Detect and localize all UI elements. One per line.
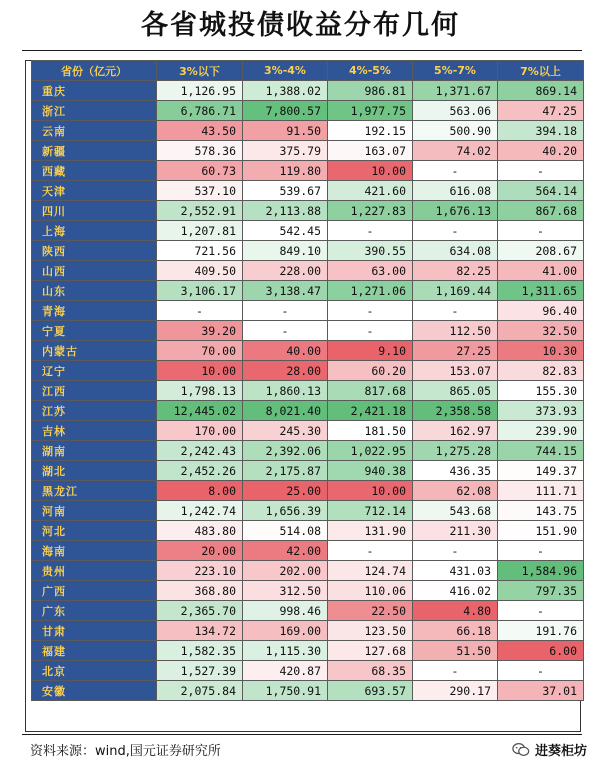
table-row (32, 361, 584, 381)
watermark-text: 进葵柜坊 (534, 744, 587, 759)
value-cell: - (243, 301, 328, 321)
value-cell: 368.80 (157, 581, 243, 601)
table-row (32, 681, 584, 701)
value-cell: 60.73 (157, 161, 243, 181)
value-cell: 10.00 (328, 161, 413, 181)
value-cell: 10.00 (328, 481, 413, 501)
value-cell: - (243, 321, 328, 341)
value-cell: 1,977.75 (328, 101, 413, 121)
value-cell: 1,582.35 (157, 641, 243, 661)
table-row (32, 641, 584, 661)
value-cell: 1,115.30 (243, 641, 328, 661)
value-cell: 542.45 (243, 221, 328, 241)
value-cell: 3,138.47 (243, 281, 328, 301)
province-label: 上海 (32, 221, 157, 241)
value-cell: 39.20 (157, 321, 243, 341)
value-cell: 208.67 (498, 241, 584, 261)
watermark (512, 740, 587, 759)
value-cell: 2,392.06 (243, 441, 328, 461)
value-cell: 131.90 (328, 521, 413, 541)
column-header: 省份（亿元） (32, 61, 157, 81)
value-cell: 22.50 (328, 601, 413, 621)
table-row (32, 521, 584, 541)
province-label: 江苏 (32, 401, 157, 421)
value-cell: - (413, 161, 498, 181)
value-cell: 149.37 (498, 461, 584, 481)
wechat-icon (512, 742, 530, 757)
value-cell: 82.83 (498, 361, 584, 381)
value-cell: 986.81 (328, 81, 413, 101)
value-cell: - (328, 301, 413, 321)
value-cell: 420.87 (243, 661, 328, 681)
value-cell: - (498, 541, 584, 561)
value-cell: 817.68 (328, 381, 413, 401)
value-cell: 4.80 (413, 601, 498, 621)
value-cell: 2,358.58 (413, 401, 498, 421)
title-rule (22, 50, 582, 51)
value-cell: 431.03 (413, 561, 498, 581)
column-header: 7%以上 (498, 61, 584, 81)
value-cell: 1,388.02 (243, 81, 328, 101)
value-cell: 375.79 (243, 141, 328, 161)
table-row (32, 321, 584, 341)
value-cell: 181.50 (328, 421, 413, 441)
value-cell: 869.14 (498, 81, 584, 101)
value-cell: 112.50 (413, 321, 498, 341)
value-cell: 849.10 (243, 241, 328, 261)
column-header: 3%-4% (243, 61, 328, 81)
value-cell: 2,075.84 (157, 681, 243, 701)
value-cell: 543.68 (413, 501, 498, 521)
value-cell: 712.14 (328, 501, 413, 521)
province-label: 西藏 (32, 161, 157, 181)
value-cell: 1,750.91 (243, 681, 328, 701)
column-header: 4%-5% (328, 61, 413, 81)
province-label: 天津 (32, 181, 157, 201)
value-cell: 32.50 (498, 321, 584, 341)
table-row (32, 581, 584, 601)
value-cell: 124.74 (328, 561, 413, 581)
value-cell: 8,021.40 (243, 401, 328, 421)
table-row (32, 301, 584, 321)
value-cell: 155.30 (498, 381, 584, 401)
value-cell: 539.67 (243, 181, 328, 201)
value-cell: 1,656.39 (243, 501, 328, 521)
table-row (32, 481, 584, 501)
value-cell: 228.00 (243, 261, 328, 281)
value-cell: - (498, 161, 584, 181)
value-cell: 6,786.71 (157, 101, 243, 121)
value-cell: 514.08 (243, 521, 328, 541)
value-cell: 12,445.02 (157, 401, 243, 421)
table-row (32, 161, 584, 181)
value-cell: 211.30 (413, 521, 498, 541)
value-cell: 10.00 (157, 361, 243, 381)
value-cell: - (413, 541, 498, 561)
table-row (32, 181, 584, 201)
province-label: 山东 (32, 281, 157, 301)
bottom-rule (22, 734, 582, 735)
value-cell: 123.50 (328, 621, 413, 641)
value-cell: 143.75 (498, 501, 584, 521)
province-label: 湖南 (32, 441, 157, 461)
value-cell: 239.90 (498, 421, 584, 441)
value-cell: 940.38 (328, 461, 413, 481)
column-header: 3%以下 (157, 61, 243, 81)
value-cell: 7,800.57 (243, 101, 328, 121)
value-cell: 578.36 (157, 141, 243, 161)
province-label: 新疆 (32, 141, 157, 161)
value-cell: 1,169.44 (413, 281, 498, 301)
value-cell: 616.08 (413, 181, 498, 201)
value-cell: 25.00 (243, 481, 328, 501)
province-label: 河北 (32, 521, 157, 541)
value-cell: 202.00 (243, 561, 328, 581)
province-label: 青海 (32, 301, 157, 321)
value-cell: 563.06 (413, 101, 498, 121)
value-cell: 634.08 (413, 241, 498, 261)
table-row (32, 241, 584, 261)
province-label: 甘肃 (32, 621, 157, 641)
province-label: 福建 (32, 641, 157, 661)
province-label: 河南 (32, 501, 157, 521)
value-cell: 744.15 (498, 441, 584, 461)
value-cell: 28.00 (243, 361, 328, 381)
value-cell: 1,271.06 (328, 281, 413, 301)
table-row (32, 221, 584, 241)
province-label: 浙江 (32, 101, 157, 121)
table-row (32, 381, 584, 401)
province-label: 内蒙古 (32, 341, 157, 361)
value-cell: 82.25 (413, 261, 498, 281)
value-cell: 60.20 (328, 361, 413, 381)
value-cell: 436.35 (413, 461, 498, 481)
value-cell: 169.00 (243, 621, 328, 641)
value-cell: 70.00 (157, 341, 243, 361)
table-row (32, 441, 584, 461)
value-cell: 1,311.65 (498, 281, 584, 301)
table-row (32, 661, 584, 681)
value-cell: 564.14 (498, 181, 584, 201)
value-cell: - (328, 541, 413, 561)
value-cell: 483.80 (157, 521, 243, 541)
value-cell: 91.50 (243, 121, 328, 141)
value-cell: 2,113.88 (243, 201, 328, 221)
value-cell: 110.06 (328, 581, 413, 601)
value-cell: 63.00 (328, 261, 413, 281)
value-cell: 245.30 (243, 421, 328, 441)
value-cell: 416.02 (413, 581, 498, 601)
value-cell: 390.55 (328, 241, 413, 261)
value-cell: 3,106.17 (157, 281, 243, 301)
province-label: 黑龙江 (32, 481, 157, 501)
value-cell: - (328, 221, 413, 241)
value-cell: 8.00 (157, 481, 243, 501)
value-cell: 1,227.83 (328, 201, 413, 221)
province-label: 湖北 (32, 461, 157, 481)
value-cell: 394.18 (498, 121, 584, 141)
value-cell: 1,022.95 (328, 441, 413, 461)
value-cell: - (413, 301, 498, 321)
value-cell: 43.50 (157, 121, 243, 141)
table-row (32, 81, 584, 101)
province-label: 安徽 (32, 681, 157, 701)
value-cell: 1,126.95 (157, 81, 243, 101)
value-cell: 998.46 (243, 601, 328, 621)
header-row (32, 61, 584, 81)
value-cell: 20.00 (157, 541, 243, 561)
value-cell: 797.35 (498, 581, 584, 601)
table-row (32, 261, 584, 281)
value-cell: 27.25 (413, 341, 498, 361)
table-row (32, 421, 584, 441)
province-label: 贵州 (32, 561, 157, 581)
value-cell: 693.57 (328, 681, 413, 701)
value-cell: 2,175.87 (243, 461, 328, 481)
value-cell: 1,371.67 (413, 81, 498, 101)
value-cell: - (498, 601, 584, 621)
value-cell: 151.90 (498, 521, 584, 541)
province-label: 广东 (32, 601, 157, 621)
value-cell: 223.10 (157, 561, 243, 581)
value-cell: 1,584.96 (498, 561, 584, 581)
value-cell: 37.01 (498, 681, 584, 701)
value-cell: 119.80 (243, 161, 328, 181)
value-cell: 2,242.43 (157, 441, 243, 461)
value-cell: 68.35 (328, 661, 413, 681)
province-label: 吉林 (32, 421, 157, 441)
value-cell: 51.50 (413, 641, 498, 661)
value-cell: 170.00 (157, 421, 243, 441)
province-label: 北京 (32, 661, 157, 681)
value-cell: - (157, 301, 243, 321)
value-cell: 1,676.13 (413, 201, 498, 221)
table-row (32, 541, 584, 561)
value-cell: 62.08 (413, 481, 498, 501)
column-header: 5%-7% (413, 61, 498, 81)
value-cell: 66.18 (413, 621, 498, 641)
value-cell: 6.00 (498, 641, 584, 661)
table-row (32, 501, 584, 521)
value-cell: 40.00 (243, 341, 328, 361)
value-cell: 421.60 (328, 181, 413, 201)
value-cell: 1,527.39 (157, 661, 243, 681)
value-cell: 127.68 (328, 641, 413, 661)
value-cell: 290.17 (413, 681, 498, 701)
value-cell: 47.25 (498, 101, 584, 121)
chart-title: 各省城投债收益分布几何 (141, 10, 460, 41)
value-cell: 2,552.91 (157, 201, 243, 221)
province-label: 辽宁 (32, 361, 157, 381)
value-cell: 42.00 (243, 541, 328, 561)
province-label: 广西 (32, 581, 157, 601)
value-cell: 1,798.13 (157, 381, 243, 401)
province-label: 陕西 (32, 241, 157, 261)
table-row (32, 101, 584, 121)
value-cell: 409.50 (157, 261, 243, 281)
province-label: 海南 (32, 541, 157, 561)
province-label: 四川 (32, 201, 157, 221)
value-cell: 111.71 (498, 481, 584, 501)
table-row (32, 121, 584, 141)
value-cell: 1,242.74 (157, 501, 243, 521)
source-note: 资料来源：wind,国元证券研究所 (30, 744, 221, 759)
value-cell: 2,452.26 (157, 461, 243, 481)
value-cell: 41.00 (498, 261, 584, 281)
province-label: 云南 (32, 121, 157, 141)
value-cell: 163.07 (328, 141, 413, 161)
table-row (32, 201, 584, 221)
value-cell: 1,860.13 (243, 381, 328, 401)
value-cell: 312.50 (243, 581, 328, 601)
table-row (32, 341, 584, 361)
table-row (32, 601, 584, 621)
value-cell: 1,275.28 (413, 441, 498, 461)
table-row (32, 141, 584, 161)
value-cell: - (413, 221, 498, 241)
table-row (32, 561, 584, 581)
value-cell: 865.05 (413, 381, 498, 401)
value-cell: 134.72 (157, 621, 243, 641)
province-label: 江西 (32, 381, 157, 401)
value-cell: - (328, 321, 413, 341)
table-row (32, 281, 584, 301)
table-body (32, 81, 584, 701)
value-cell: - (498, 221, 584, 241)
value-cell: 373.93 (498, 401, 584, 421)
value-cell: 191.76 (498, 621, 584, 641)
province-label: 山西 (32, 261, 157, 281)
province-label: 重庆 (32, 81, 157, 101)
value-cell: - (498, 661, 584, 681)
value-cell: 192.15 (328, 121, 413, 141)
value-cell: 9.10 (328, 341, 413, 361)
table-row (32, 621, 584, 641)
value-cell: 867.68 (498, 201, 584, 221)
value-cell: 2,421.18 (328, 401, 413, 421)
value-cell: 500.90 (413, 121, 498, 141)
value-cell: 2,365.70 (157, 601, 243, 621)
value-cell: 537.10 (157, 181, 243, 201)
table-row (32, 461, 584, 481)
value-cell: 162.97 (413, 421, 498, 441)
value-cell: 1,207.81 (157, 221, 243, 241)
value-cell: 721.56 (157, 241, 243, 261)
province-label: 宁夏 (32, 321, 157, 341)
value-cell: - (413, 661, 498, 681)
value-cell: 10.30 (498, 341, 584, 361)
value-cell: 96.40 (498, 301, 584, 321)
value-cell: 74.02 (413, 141, 498, 161)
value-cell: 153.07 (413, 361, 498, 381)
table-row (32, 401, 584, 421)
value-cell: 40.20 (498, 141, 584, 161)
yield-distribution-table (31, 60, 584, 701)
